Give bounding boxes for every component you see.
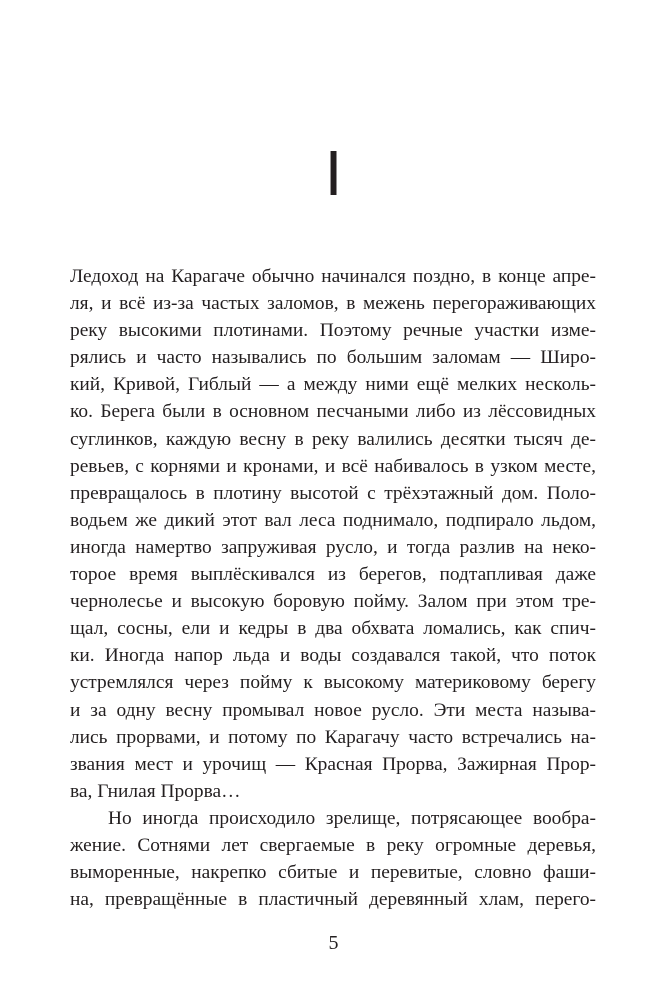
text-line: суглинков, каждую весну в реку валились десятки тысяч де-: [70, 428, 596, 450]
text-line: иногда намертво запруживая русло, и тогда разлив на неко-: [70, 536, 596, 558]
text-line: реку высокими плотинами. Поэтому речные участки изме-: [70, 320, 596, 342]
text-line: Ледоход на Карагаче обычно начинался поздно, в конце апре-: [70, 266, 596, 287]
text-line: ля, и всё из-за частых заломов, в межень перегораживающих: [70, 293, 596, 315]
text-line: рялись и часто назывались по большим заломам — Широ-: [70, 347, 596, 369]
chapter-number: I: [324, 137, 343, 209]
text-line: жение. Сотнями лет свергаемые в реку огромные деревья,: [70, 834, 596, 856]
text-line: торое время выплёскивался из берегов, подтапливая даже: [70, 564, 596, 586]
text-line: кий, Кривой, Гиблый — а между ними ещё мелких несколь-: [70, 374, 596, 396]
body-text: [70, 263, 596, 913]
text-line: водьем же дикий этот вал леса поднимало, подпирало льдом,: [70, 509, 596, 531]
text-line: на, превращённые в пластичный деревянный хлам, перего-: [70, 889, 596, 911]
text-line: звания мест и урочищ — Красная Прорва, Зажирная Прор-: [70, 753, 596, 775]
text-line: чернолесье и высокую боровую пойму. Залом при этом тре-: [70, 591, 596, 613]
text-line: ревьев, с корнями и кронами, и всё набивалось в узком месте,: [70, 455, 596, 477]
page-number: 5: [328, 932, 339, 954]
text-line: ко. Берега были в основном песчаными либо из лёссовидных: [70, 401, 596, 423]
text-line: щал, сосны, ели и кедры в два обхвата ломались, как спич-: [70, 618, 596, 640]
text-line: и за одну весну промывал новое русло. Эти места называ-: [70, 699, 596, 721]
text-line: Но иногда происходило зрелище, потрясающее вообра-: [108, 807, 596, 829]
text-line: ки. Иногда напор льда и воды создавался такой, что поток: [70, 645, 596, 667]
text-line: ва, Гнилая Прорва…: [70, 780, 241, 802]
text-line: устремлялся через пойму к высокому материковому берегу: [70, 672, 596, 694]
text-line: выморенные, накрепко сбитые и перевитые, словно фаши-: [70, 862, 596, 884]
text-line: превращалось в плотину высотой с трёхэтажный дом. Поло-: [70, 482, 596, 504]
text-line: лись прорвами, и потому по Карагачу часто встречались на-: [70, 726, 596, 748]
